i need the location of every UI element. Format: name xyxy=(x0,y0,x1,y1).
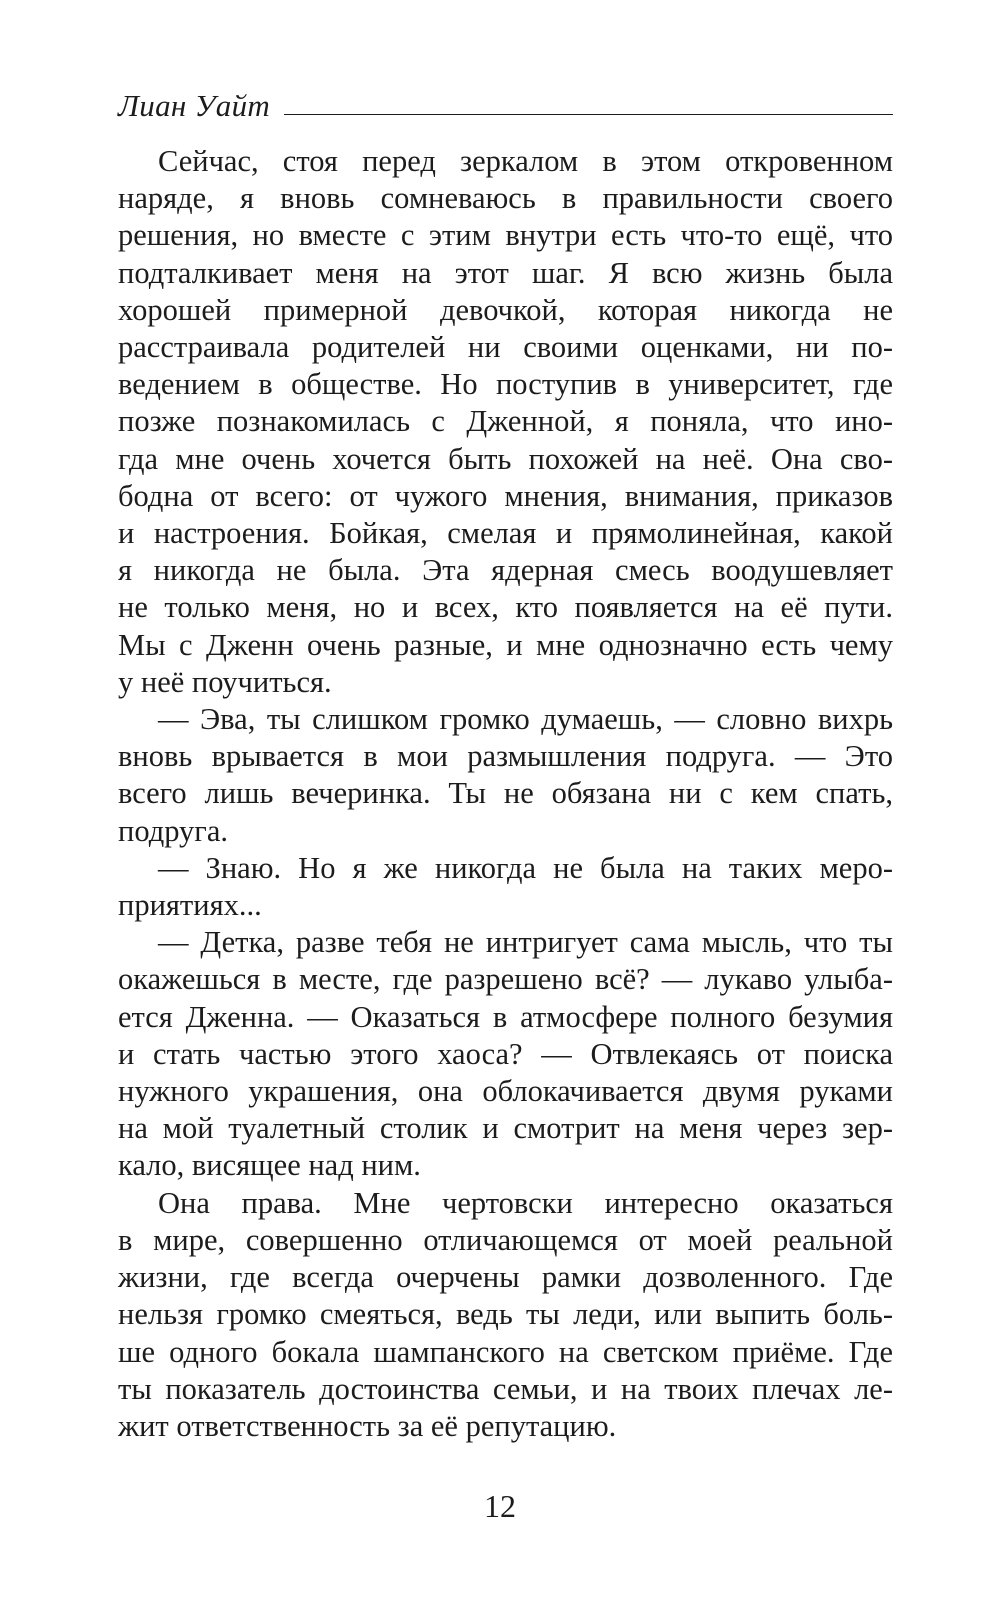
text-line: наряде, я вновь сомневаюсь в правильности своего xyxy=(118,181,893,216)
text-line: ше одного бокала шампанского на светском приёме. Где xyxy=(118,1334,893,1369)
body-text xyxy=(118,143,893,1445)
running-header xyxy=(118,84,893,124)
text-line: я никогда не была. Эта ядерная смесь воодушевляет xyxy=(118,553,893,588)
author-name: Лиан Уайт xyxy=(118,88,271,123)
text-line: ведением в обществе. Но поступив в университет, где xyxy=(118,367,893,402)
paragraph xyxy=(118,143,893,701)
paragraph xyxy=(118,701,893,850)
text-line: позже познакомилась с Дженной, я поняла, что ино- xyxy=(118,404,893,439)
text-line: подталкивает меня на этот шаг. Я всю жизнь была xyxy=(118,255,893,290)
text-line: гда мне очень хочется быть похожей на неё. Она сво- xyxy=(118,441,893,476)
paragraph xyxy=(118,850,893,924)
text-line: окажешься в месте, где разрешено всё? — лукаво улыба- xyxy=(118,962,893,997)
text-line: — Эва, ты слишком громко думаешь, — словно вихрь xyxy=(158,702,893,737)
text-line: всего лишь вечеринка. Ты не обязана ни с кем спать, xyxy=(118,776,893,811)
text-line: нужного украшения, она облокачивается двумя руками xyxy=(118,1074,893,1109)
text-line: вновь врывается в мои размышления подруга. — Это xyxy=(118,739,893,774)
text-line: в мире, совершенно отличающемся от моей реальной xyxy=(118,1222,893,1257)
text-line: у неё поучиться. xyxy=(118,664,332,699)
paragraph xyxy=(118,1185,893,1445)
text-line: — Знаю. Но я же никогда не была на таких меро- xyxy=(158,850,893,885)
text-line: Сейчас, стоя перед зеркалом в этом откровенном xyxy=(158,144,893,178)
paragraph xyxy=(118,924,893,1184)
text-line: ты показатель достоинства семьи, и на твоих плечах ле- xyxy=(118,1371,893,1406)
text-line: Она права. Мне чертовски интересно оказаться xyxy=(158,1185,893,1220)
text-line: расстраивала родителей ни своими оценками, ни по- xyxy=(118,330,893,365)
text-line: ется Дженна. — Оказаться в атмосфере полного безумия xyxy=(118,999,893,1034)
text-line: приятиях... xyxy=(118,888,262,923)
text-line: решения, но вместе с этим внутри есть что-то ещё, что xyxy=(118,218,893,253)
text-line: на мой туалетный столик и смотрит на меня через зер- xyxy=(118,1111,893,1146)
text-line: не только меня, но и всех, кто появляется на её пути. xyxy=(118,590,893,625)
text-line: бодна от всего: от чужого мнения, внимания, приказов xyxy=(118,478,893,513)
text-line: жизни, где всегда очерчены рамки дозволенного. Где xyxy=(118,1260,893,1295)
text-line: и настроения. Бойкая, смелая и прямолинейная, какой xyxy=(118,516,893,551)
text-line: кало, висящее над ним. xyxy=(118,1148,421,1183)
text-line: нельзя громко смеяться, ведь ты леди, или выпить боль- xyxy=(118,1297,893,1332)
text-line: и стать частью этого хаоса? — Отвлекаясь от поиска xyxy=(118,1036,893,1071)
text-line: жит ответственность за её репутацию. xyxy=(118,1408,617,1443)
text-line: Мы с Дженн очень разные, и мне однозначно есть чему xyxy=(118,627,893,662)
text-line: подруга. xyxy=(118,813,228,848)
header-rule xyxy=(284,114,893,115)
page-number: 12 xyxy=(484,1488,516,1524)
text-line: — Детка, разве тебя не интригует сама мысль, что ты xyxy=(158,925,893,960)
text-line: хорошей примерной девочкой, которая никогда не xyxy=(118,292,893,327)
